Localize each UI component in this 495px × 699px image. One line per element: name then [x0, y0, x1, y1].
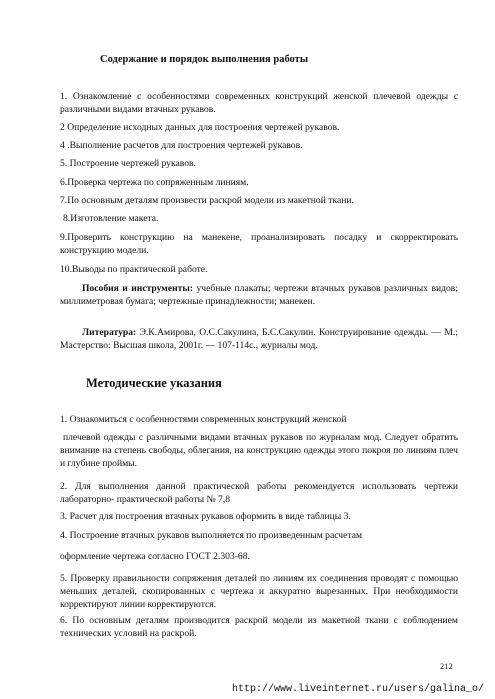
- step-10: 10.Выводы по практической работе.: [60, 264, 208, 275]
- page-number: 212: [440, 661, 453, 671]
- section-heading-procedure: Содержание и порядок выполнения работы: [100, 54, 309, 65]
- guideline-3: 3. Расчет для построения втачных рукавов оформить в виде таблицы 3.: [60, 511, 351, 522]
- footer-url: http://www.liveinternet.ru/users/galina_o/: [232, 684, 485, 695]
- manuals-text: учебные плакаты; чертежи втачных рукавов различных видов; миллиметровая бумага; чертежные принадлежности; манекен.: [60, 283, 458, 307]
- guideline-2: 2. Для выполнения данной практической работы рекомендуется использовать чертежи лабораторно- практической работы № 7,8: [60, 481, 458, 505]
- literature-paragraph: [60, 326, 458, 352]
- guideline-5: 5. Проверку правильности сопряжения деталей по линиям их соединения проводят с помощью меньших деталей, скопированных с чертежа и аккуратно вырезанных. При необходимости корректируют линии корректируются.: [60, 573, 458, 610]
- guideline-6: 6. По основным деталям производится раскрой модели из макетной ткани с соблюдением технических условий на раскрой.: [60, 615, 458, 639]
- step-6: 6.Проверка чертежа по сопряженным линиям.: [60, 177, 249, 188]
- guideline-4-line2: оформление чертежа согласно ГОСТ 2.303-68.: [60, 551, 250, 562]
- guideline-4-line1: 4. Построение втачных рукавов выполняется по произведенным расчетам: [60, 530, 363, 541]
- guideline-1-cont: плечевой одежды с различными видами втачных рукавов по журналам мод. Следует обратить внимание на степень свободы, облегания, на конструкцию одежды этого покроя по линиям плеч и глубине проймы.: [60, 432, 458, 469]
- guideline-1-line1: 1. Ознакомиться с особенностями современных конструкций женской: [60, 414, 347, 425]
- manuals-paragraph: [60, 282, 458, 308]
- step-2: 2 Определение исходных данных для построения чертежей рукавов.: [60, 122, 340, 133]
- step-4: 4 .Выполнение расчетов для построения чертежей рукавов.: [60, 140, 303, 151]
- literature-text: Э.К.Амирова, О.С.Сакулина, Б.С.Сакулин. Конструирование одежды. — М.; Мастерство: Высшая школа, 2001г. — 107-114с., журналы мод.: [60, 327, 458, 351]
- manuals-label: Пособия и инструменты:: [82, 283, 194, 294]
- step-5: 5. Построение чертежей рукавов.: [60, 158, 196, 169]
- step-1: 1. Ознакомление с особенностями современных конструкций женской плечевой одежды с различными видами втачных рукавов.: [60, 91, 458, 115]
- step-8: 8.Изготовление макета.: [63, 213, 159, 224]
- section-heading-guidelines: Методические указания: [86, 376, 222, 390]
- step-9: 9.Проверить конструкцию на манекене, проанализировать посадку и скорректировать конструкцию модели.: [60, 232, 458, 256]
- step-7: 7.По основным деталям произвести раскрой модели из макетной ткани.: [60, 195, 354, 206]
- literature-label: Литература:: [82, 327, 137, 338]
